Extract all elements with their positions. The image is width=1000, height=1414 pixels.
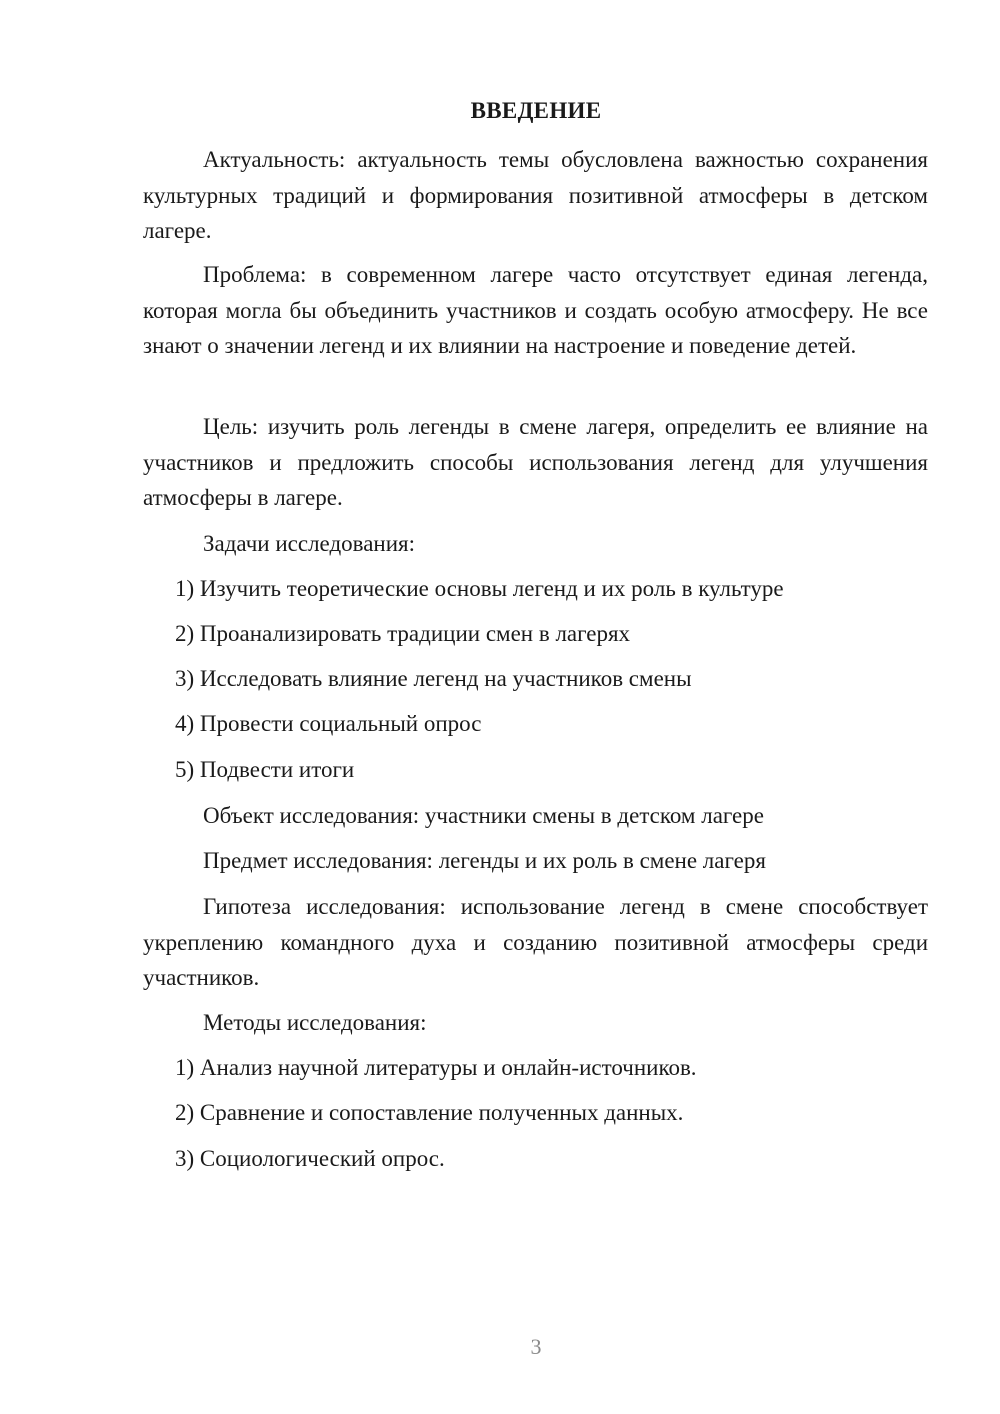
task-item-4: 4) Провести социальный опрос (175, 711, 482, 736)
method-item-3: 3) Социологический опрос. (175, 1146, 445, 1171)
methods-heading: Методы исследования: (203, 1010, 427, 1035)
task-item-3: 3) Исследовать влияние легенд на участников смены (175, 666, 692, 691)
tasks-heading: Задачи исследования: (203, 531, 416, 556)
method-item-1: 1) Анализ научной литературы и онлайн-источников. (175, 1055, 697, 1080)
page-title: ВВЕДЕНИЕ (470, 98, 602, 123)
method-item-2: 2) Сравнение и сопоставление полученных данных. (175, 1100, 684, 1125)
task-item-5: 5) Подвести итоги (175, 757, 355, 782)
problem-paragraph: Проблема: в современном лагере часто отсутствует единая легенда, которая могла бы объединить участников и создать особую атмосферу. Не все знают о значении легенд и их влиянии на настроение и поведение детей. (143, 262, 928, 358)
task-item-2: 2) Проанализировать традиции смен в лагерях (175, 621, 631, 646)
research-object: Объект исследования: участники смены в детском лагере (203, 803, 764, 828)
goal-paragraph: Цель: изучить роль легенды в смене лагеря, определить ее влияние на участников и предложить способы использования легенд для улучшения атмосферы в лагере. (143, 414, 928, 510)
relevance-paragraph: Актуальность: актуальность темы обусловлена важностью сохранения культурных традиций и формирования позитивной атмосферы в детском лагере. (143, 147, 928, 243)
research-subject: Предмет исследования: легенды и их роль в смене лагеря (203, 848, 766, 873)
task-item-1: 1) Изучить теоретические основы легенд и их роль в культуре (175, 576, 784, 601)
page-number: 3 (530, 1334, 542, 1359)
hypothesis-paragraph: Гипотеза исследования: использование легенд в смене способствует укреплению командного духа и созданию позитивной атмосферы среди участников. (143, 894, 928, 990)
